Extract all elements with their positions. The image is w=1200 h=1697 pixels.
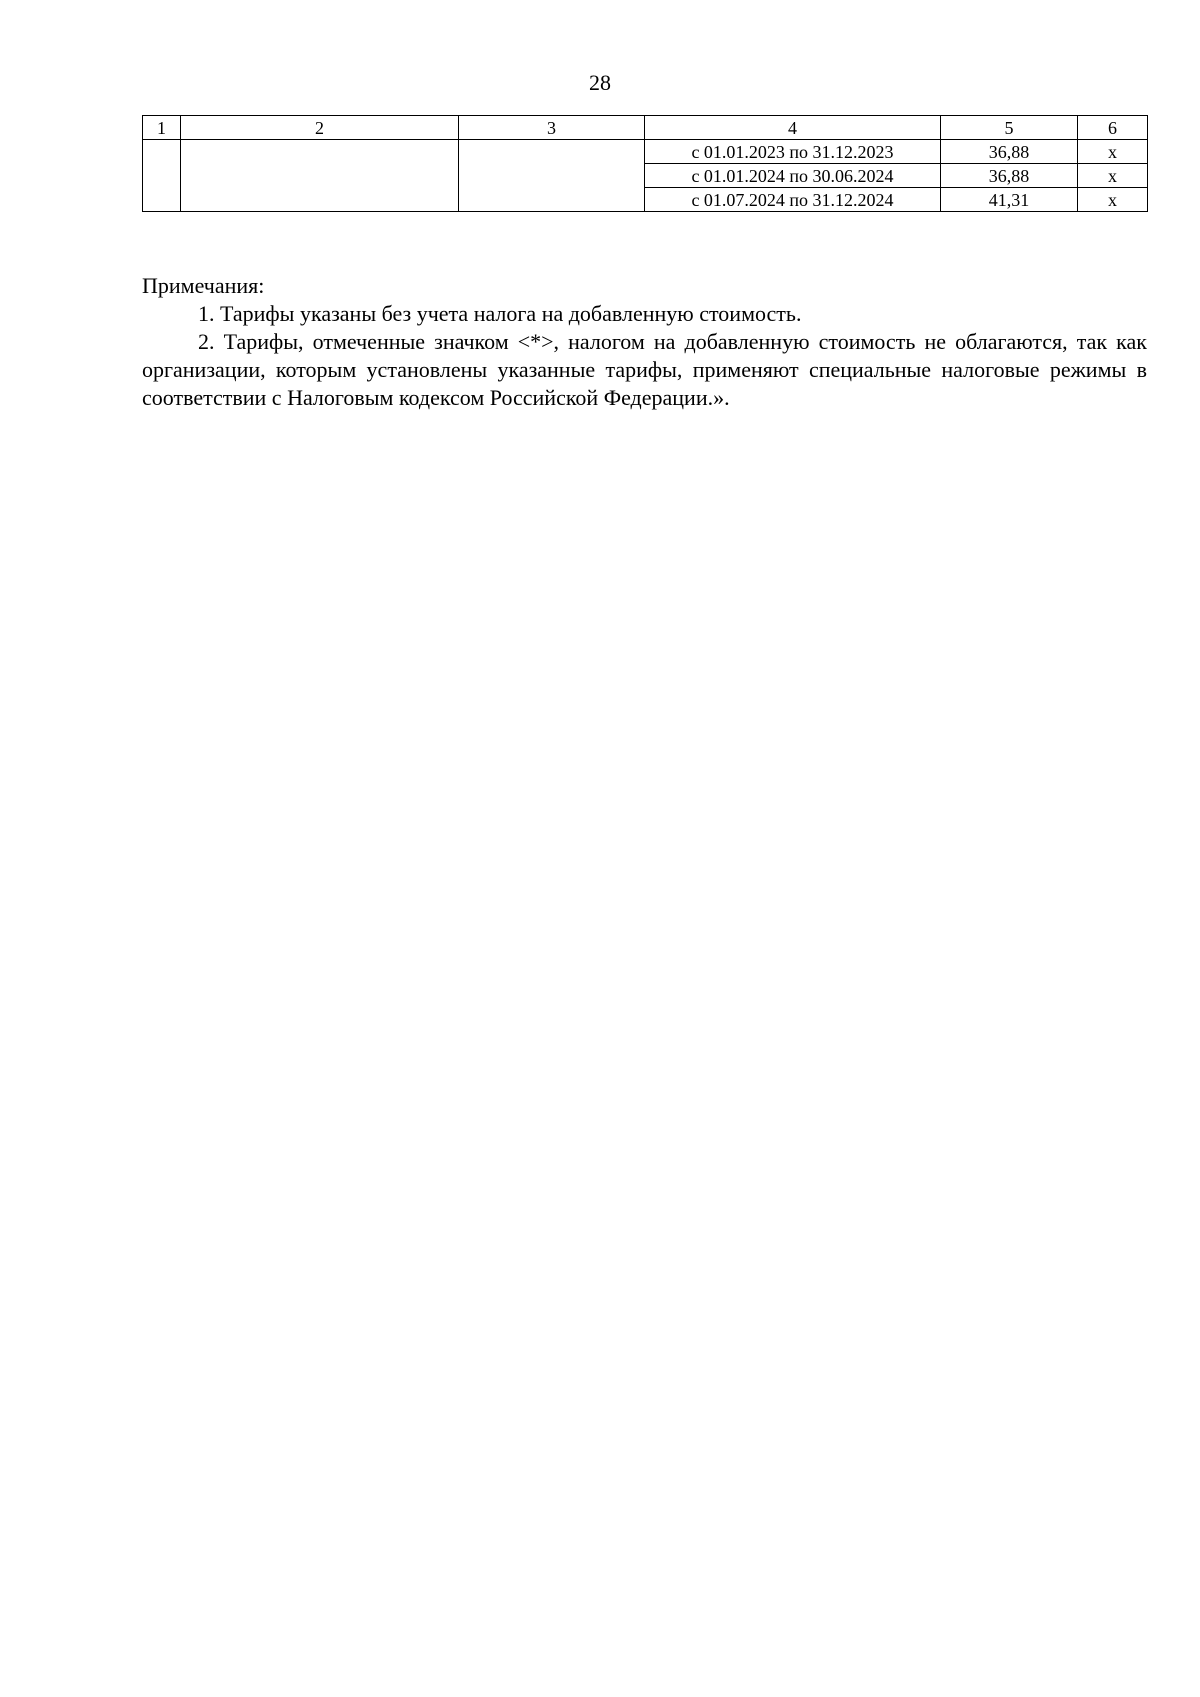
notes-section — [142, 272, 1147, 412]
tariff-table — [142, 115, 1148, 212]
tariff-cell: 36,88 — [941, 140, 1078, 164]
header-cell-6: 6 — [1078, 116, 1148, 140]
period-cell: с 01.01.2023 по 31.12.2023 — [645, 140, 941, 164]
header-cell-2: 2 — [181, 116, 459, 140]
empty-cell-col2 — [181, 140, 459, 212]
header-cell-5: 5 — [941, 116, 1078, 140]
tariff-cell: 41,31 — [941, 188, 1078, 212]
table-header-row — [143, 116, 1148, 140]
empty-cell-col1 — [143, 140, 181, 212]
empty-cell-col3 — [459, 140, 645, 212]
header-cell-4: 4 — [645, 116, 941, 140]
mark-cell: х — [1078, 188, 1148, 212]
header-cell-1: 1 — [143, 116, 181, 140]
period-cell: с 01.07.2024 по 31.12.2024 — [645, 188, 941, 212]
table-row — [143, 140, 1148, 164]
page-number: 28 — [589, 70, 611, 95]
mark-cell: х — [1078, 164, 1148, 188]
notes-title: Примечания: — [142, 273, 265, 298]
note-item-1: 1. Тарифы указаны без учета налога на добавленную стоимость. — [198, 301, 802, 326]
mark-cell: х — [1078, 140, 1148, 164]
tariff-cell: 36,88 — [941, 164, 1078, 188]
header-cell-3: 3 — [459, 116, 645, 140]
note-item-2: 2. Тарифы, отмеченные значком <*>, налогом на добавленную стоимость не облагаются, так как организации, которым установлены указанные тарифы, применяют специальные налоговые режимы в соответствии с Налоговым кодексом Российской Федерации.». — [142, 329, 1147, 410]
period-cell: с 01.01.2024 по 30.06.2024 — [645, 164, 941, 188]
